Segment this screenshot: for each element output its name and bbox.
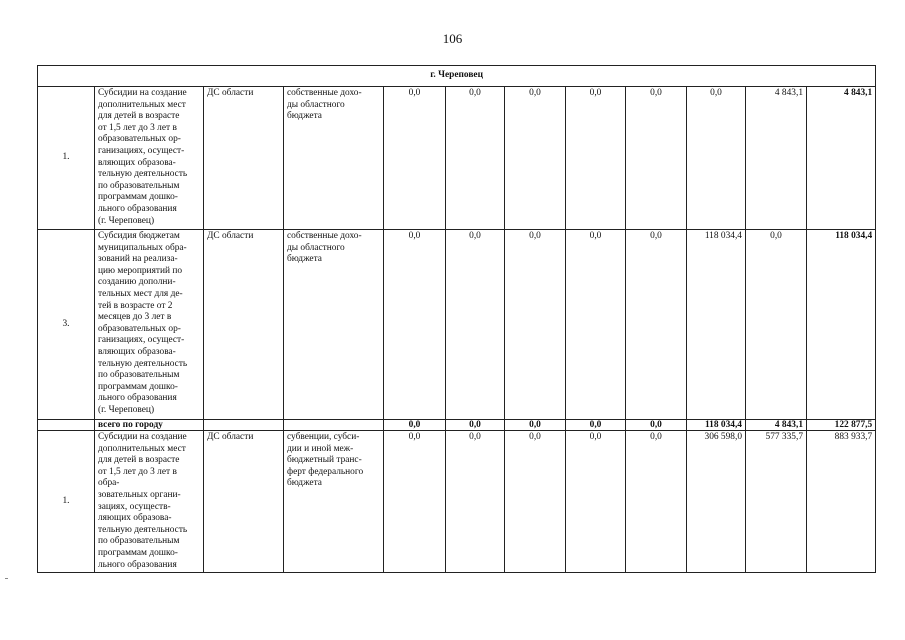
row-total: 118 034,4 [807, 230, 876, 420]
row-value-3: 0,0 [505, 87, 566, 230]
row-number: 3. [38, 230, 95, 420]
total-value-3: 0,0 [505, 420, 566, 431]
city-total-row [38, 420, 876, 431]
row-executor: ДС области [204, 87, 284, 230]
total-value-6: 118 034,4 [687, 420, 746, 431]
row-value-1: 0,0 [384, 431, 446, 573]
row-value-4: 0,0 [566, 431, 626, 573]
row-value-3: 0,0 [505, 230, 566, 420]
city-header-row [38, 66, 876, 87]
row-value-4: 0,0 [566, 230, 626, 420]
city-total-label: всего по городу [95, 420, 204, 431]
total-empty-cell [284, 420, 384, 431]
row-total: 883 933,7 [807, 431, 876, 573]
row-description: Субсидии на создание дополнительных мест для детей в возрасте от 1,5 лет до 3 лет в обра- зовательных органи- зациях, осуществ- ляющих образова- тельную деятельность по образовательным программам дошко- льного образования [95, 431, 204, 573]
total-value-4: 0,0 [566, 420, 626, 431]
table-row [38, 87, 876, 230]
row-funding-source: субвенции, субси- дии и иной меж- бюджетный транс- ферт федерального бюджета [284, 431, 384, 573]
row-value-1: 0,0 [384, 230, 446, 420]
row-total: 4 843,1 [807, 87, 876, 230]
total-empty-cell [204, 420, 284, 431]
row-value-1: 0,0 [384, 87, 446, 230]
total-value-7: 4 843,1 [746, 420, 807, 431]
row-value-5: 0,0 [626, 87, 687, 230]
row-value-4: 0,0 [566, 87, 626, 230]
table-row [38, 230, 876, 420]
row-value-6: 118 034,4 [687, 230, 746, 420]
table-row [38, 431, 876, 573]
row-number: 1. [38, 431, 95, 573]
row-value-2: 0,0 [446, 230, 505, 420]
row-value-5: 0,0 [626, 230, 687, 420]
row-funding-source: собственные дохо- ды областного бюджета [284, 87, 384, 230]
total-value-2: 0,0 [446, 420, 505, 431]
row-number: 1. [38, 87, 95, 230]
row-description: Субсидии на создание дополнительных мест для детей в возрасте от 1,5 лет до 3 лет в образовательных ор- ганизациях, осущест- вляющих образова- тельную деятельность по образовательным программам дошко- льного образования (г. Череповец) [95, 87, 204, 230]
city-header: г. Череповец [38, 66, 876, 87]
row-value-2: 0,0 [446, 431, 505, 573]
row-value-7: 0,0 [746, 230, 807, 420]
row-executor: ДС области [204, 230, 284, 420]
row-value-7: 577 335,7 [746, 431, 807, 573]
row-value-5: 0,0 [626, 431, 687, 573]
row-value-6: 306 598,0 [687, 431, 746, 573]
row-value-6: 0,0 [687, 87, 746, 230]
budget-table [37, 65, 876, 573]
row-description: Субсидия бюджетам муниципальных обра- зований на реализа- цию мероприятий по созданию дополни- тельных мест для де- тей в возрасте от 2 месяцев до 3 лет в образовательных ор- ганизациях, осущест- вляющих образова- тельную деятельность по образовательным программам дошко- льного образования (г. Череповец) [95, 230, 204, 420]
row-value-2: 0,0 [446, 87, 505, 230]
row-value-3: 0,0 [505, 431, 566, 573]
city-total-sum: 122 877,5 [807, 420, 876, 431]
row-funding-source: собственные дохо- ды областного бюджета [284, 230, 384, 420]
total-value-1: 0,0 [384, 420, 446, 431]
total-value-5: 0,0 [626, 420, 687, 431]
page-number: 106 [442, 31, 463, 46]
scan-mark [5, 578, 8, 579]
total-empty-cell [38, 420, 95, 431]
row-value-7: 4 843,1 [746, 87, 807, 230]
row-executor: ДС области [204, 431, 284, 573]
